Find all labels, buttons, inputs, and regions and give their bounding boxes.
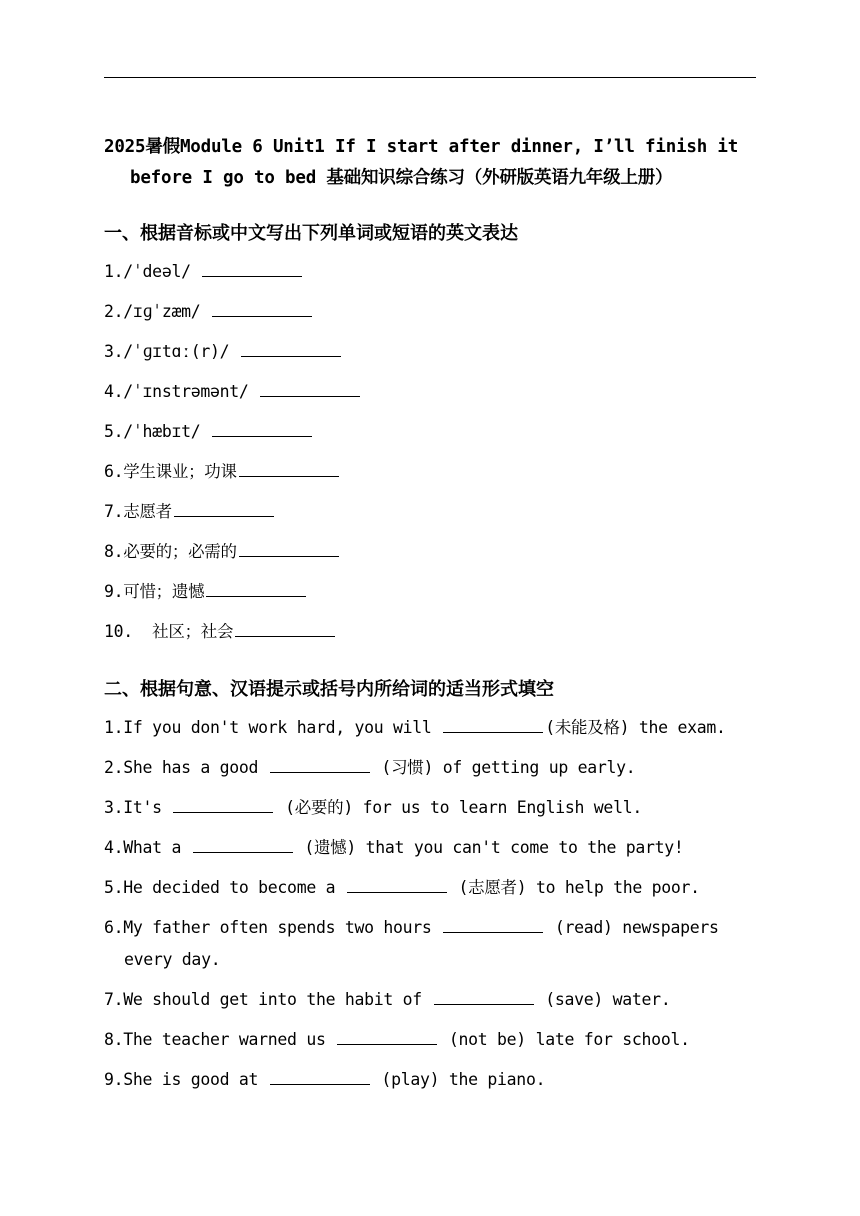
item-text-before: What a: [123, 838, 191, 857]
s2-item-4: [104, 838, 684, 858]
item-text: /ˈɡɪtɑː(r)/: [123, 342, 239, 361]
s2-item-5: [104, 878, 700, 898]
item-text-after: (志愿者) to help the poor.: [448, 878, 700, 897]
item-text-before: She has a good: [123, 758, 268, 777]
item-text-after: (play) the piano.: [371, 1070, 546, 1089]
item-number: 3.: [104, 342, 124, 361]
item-number: 7.: [104, 990, 124, 1009]
s2-item-6: [104, 918, 719, 938]
item-number: 8.: [104, 542, 124, 561]
item-text: 必要的；必需的: [123, 542, 237, 561]
answer-blank[interactable]: [337, 1032, 437, 1045]
s1-item-1: [104, 262, 304, 282]
answer-blank[interactable]: [347, 880, 447, 893]
item-text-before: My father often spends two hours: [123, 918, 442, 937]
s1-item-7: [104, 502, 276, 522]
item-number: 8.: [104, 1030, 124, 1049]
item-text-before: She is good at: [123, 1070, 268, 1089]
item-text-after: (未能及格) the exam.: [545, 718, 726, 737]
item-text-before: The teacher warned us: [123, 1030, 336, 1049]
title-line-2: before I go to bed 基础知识综合练习（外研版英语九年级上册）: [130, 168, 673, 188]
item-number: 6.: [104, 918, 124, 937]
item-text-after: (习惯) of getting up early.: [371, 758, 636, 777]
item-text-after: (not be) late for school.: [439, 1030, 690, 1049]
item-text: /ɪɡˈzæm/: [123, 302, 210, 321]
answer-blank[interactable]: [239, 464, 339, 477]
item-text-before: If you don't work hard, you will: [123, 718, 442, 737]
item-text: 学生课业；功课: [123, 462, 237, 481]
s1-item-8: [104, 542, 341, 562]
answer-blank[interactable]: [443, 720, 543, 733]
answer-blank[interactable]: [235, 624, 335, 637]
item-number: 1.: [104, 262, 124, 281]
answer-blank[interactable]: [260, 384, 360, 397]
item-text: 可惜；遗憾: [123, 582, 205, 601]
item-number: 9.: [104, 582, 124, 601]
s1-item-4: [104, 382, 362, 402]
item-text: /ˈdeəl/: [123, 262, 201, 281]
item-number: 10.: [104, 622, 133, 641]
answer-blank[interactable]: [173, 800, 273, 813]
item-text: /ˈɪnstrəmənt/: [123, 382, 259, 401]
answer-blank[interactable]: [270, 1072, 370, 1085]
item-number: 4.: [104, 838, 124, 857]
s1-item-6: [104, 462, 341, 482]
section2-heading: 二、根据句意、汉语提示或括号内所给词的适当形式填空: [104, 679, 554, 700]
answer-blank[interactable]: [434, 992, 534, 1005]
s1-item-10: [104, 622, 337, 642]
s1-item-3: [104, 342, 343, 362]
s1-item-2: [104, 302, 314, 322]
item-number: 5.: [104, 422, 124, 441]
answer-blank[interactable]: [270, 760, 370, 773]
item-number: 6.: [104, 462, 124, 481]
s2-item-3: [104, 798, 642, 818]
item-number: 7.: [104, 502, 124, 521]
item-text-after: (read) newspapers: [545, 918, 719, 937]
s2-item-7: [104, 990, 670, 1010]
s2-item-1: [104, 718, 726, 738]
item-text-before: We should get into the habit of: [123, 990, 432, 1009]
answer-blank[interactable]: [212, 304, 312, 317]
s2-item-2: [104, 758, 635, 778]
answer-blank[interactable]: [443, 920, 543, 933]
s2-item-8: [104, 1030, 690, 1050]
item-text-before: It's: [123, 798, 172, 817]
item-number: 2.: [104, 758, 124, 777]
document-title: [104, 132, 760, 194]
title-line-1: 2025暑假Module 6 Unit1 If I start after dinner, I’ll finish it: [104, 137, 739, 157]
s2-item-6-continuation: every day.: [124, 950, 221, 969]
section1-heading: 一、根据音标或中文写出下列单词或短语的英文表达: [104, 223, 518, 244]
answer-blank[interactable]: [174, 504, 274, 517]
header-rule: [104, 77, 756, 78]
answer-blank[interactable]: [241, 344, 341, 357]
item-text: /ˈhæbɪt/: [123, 422, 210, 441]
item-number: 5.: [104, 878, 124, 897]
s1-item-5: [104, 422, 314, 442]
item-number: 9.: [104, 1070, 124, 1089]
answer-blank[interactable]: [206, 584, 306, 597]
item-number: 3.: [104, 798, 124, 817]
item-number: 4.: [104, 382, 124, 401]
item-text-after: (遗憾) that you can't come to the party!: [294, 838, 684, 857]
item-text-after: (必要的) for us to learn English well.: [275, 798, 642, 817]
answer-blank[interactable]: [202, 264, 302, 277]
s1-item-9: [104, 582, 308, 602]
answer-blank[interactable]: [193, 840, 293, 853]
item-text-before: He decided to become a: [123, 878, 345, 897]
item-text: 社区；社会: [132, 622, 234, 641]
answer-blank[interactable]: [239, 544, 339, 557]
answer-blank[interactable]: [212, 424, 312, 437]
item-number: 1.: [104, 718, 124, 737]
item-number: 2.: [104, 302, 124, 321]
item-text: 志愿者: [123, 502, 172, 521]
s2-item-9: [104, 1070, 545, 1090]
item-text-after: (save) water.: [535, 990, 671, 1009]
